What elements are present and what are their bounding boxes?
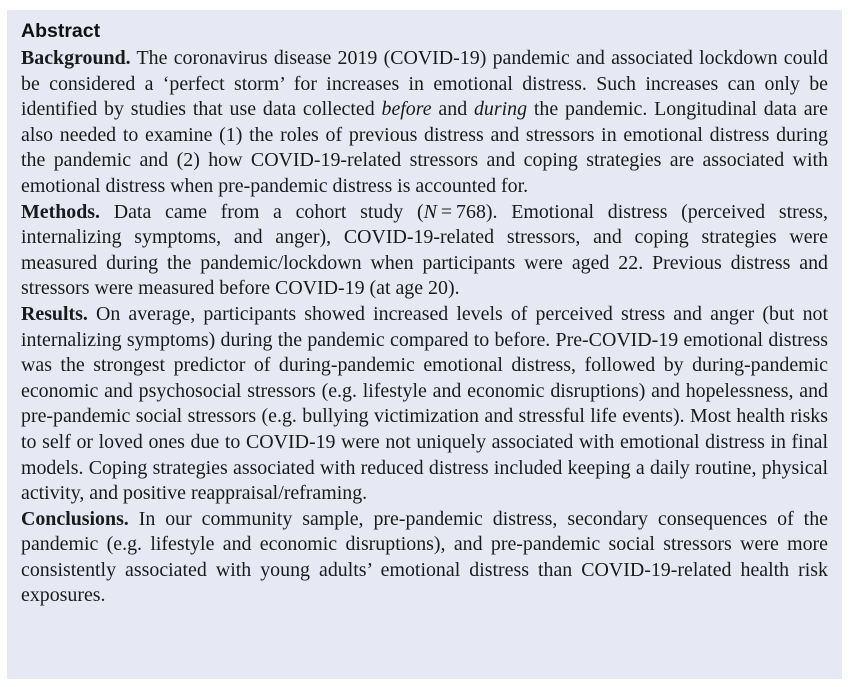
results-label: Results. <box>21 302 88 325</box>
background-em-during: during <box>473 98 528 121</box>
methods-text-1: Data came from a cohort study ( <box>100 200 424 223</box>
conclusions-text: In our community sample, pre-pandemic distress, secondary consequences of the pandemic (e.g. lifestyle and economic disruptions), and pre-pandemic social stressors were more consistently associated with young adults’ emotional distress than COVID-19-related health risk exposures. <box>21 507 828 607</box>
conclusions-label: Conclusions. <box>21 507 129 530</box>
methods-paragraph <box>21 200 828 302</box>
methods-label: Methods. <box>21 200 101 223</box>
results-text: On average, participants showed increased levels of perceived stress and anger (but not internalizing symptoms) during the pandemic compared to before. Pre-COVID-19 emotional distress was the strongest predictor of during-pandemic emotional distress, followed by during-pandemic economic and psychosocial stressors (e.g. lifestyle and economic disruptions) and hopelessness, and pre-pandemic social stressors (e.g. bullying victimization and stressful life events). Most health risks to self or loved ones due to COVID-19 were not uniquely associated with emotional distress in final models. Coping strategies associated with reduced distress included keeping a daily routine, physical activity, and positive reappraisal/reframing. <box>21 302 828 505</box>
background-em-before: before <box>381 98 432 121</box>
background-text-2: and <box>431 98 474 121</box>
background-label: Background. <box>21 47 131 69</box>
abstract-heading: Abstract <box>21 20 101 42</box>
background-text-1: The coronavirus disease 2019 (COVID-19) pandemic and associated lockdown could be considered a ‘perfect storm’ for increases in emotional distress. Such increases can only be identified by studies that use data collected <box>21 47 828 121</box>
methods-text-2: = 768). Emotional distress (perceived stress, internalizing symptoms, and anger), COVID-19-related stressors, and coping strategies were measured during the pandemic/lockdown when participants were aged 22. Previous distress and stressors were measured before COVID-19 (at age 20). <box>21 200 828 300</box>
methods-em-n: N <box>423 200 437 223</box>
conclusions-paragraph <box>21 507 828 609</box>
abstract-box <box>7 10 842 679</box>
background-paragraph <box>21 46 828 200</box>
background-text-3: the pandemic. Longitudinal data are also needed to examine (1) the roles of previous distress and stressors in emotional distress during the pandemic and (2) how COVID-19-related stressors and coping strategies are associated with emotional distress when pre-pandemic distress is accounted for. <box>21 98 828 197</box>
results-paragraph <box>21 302 828 507</box>
